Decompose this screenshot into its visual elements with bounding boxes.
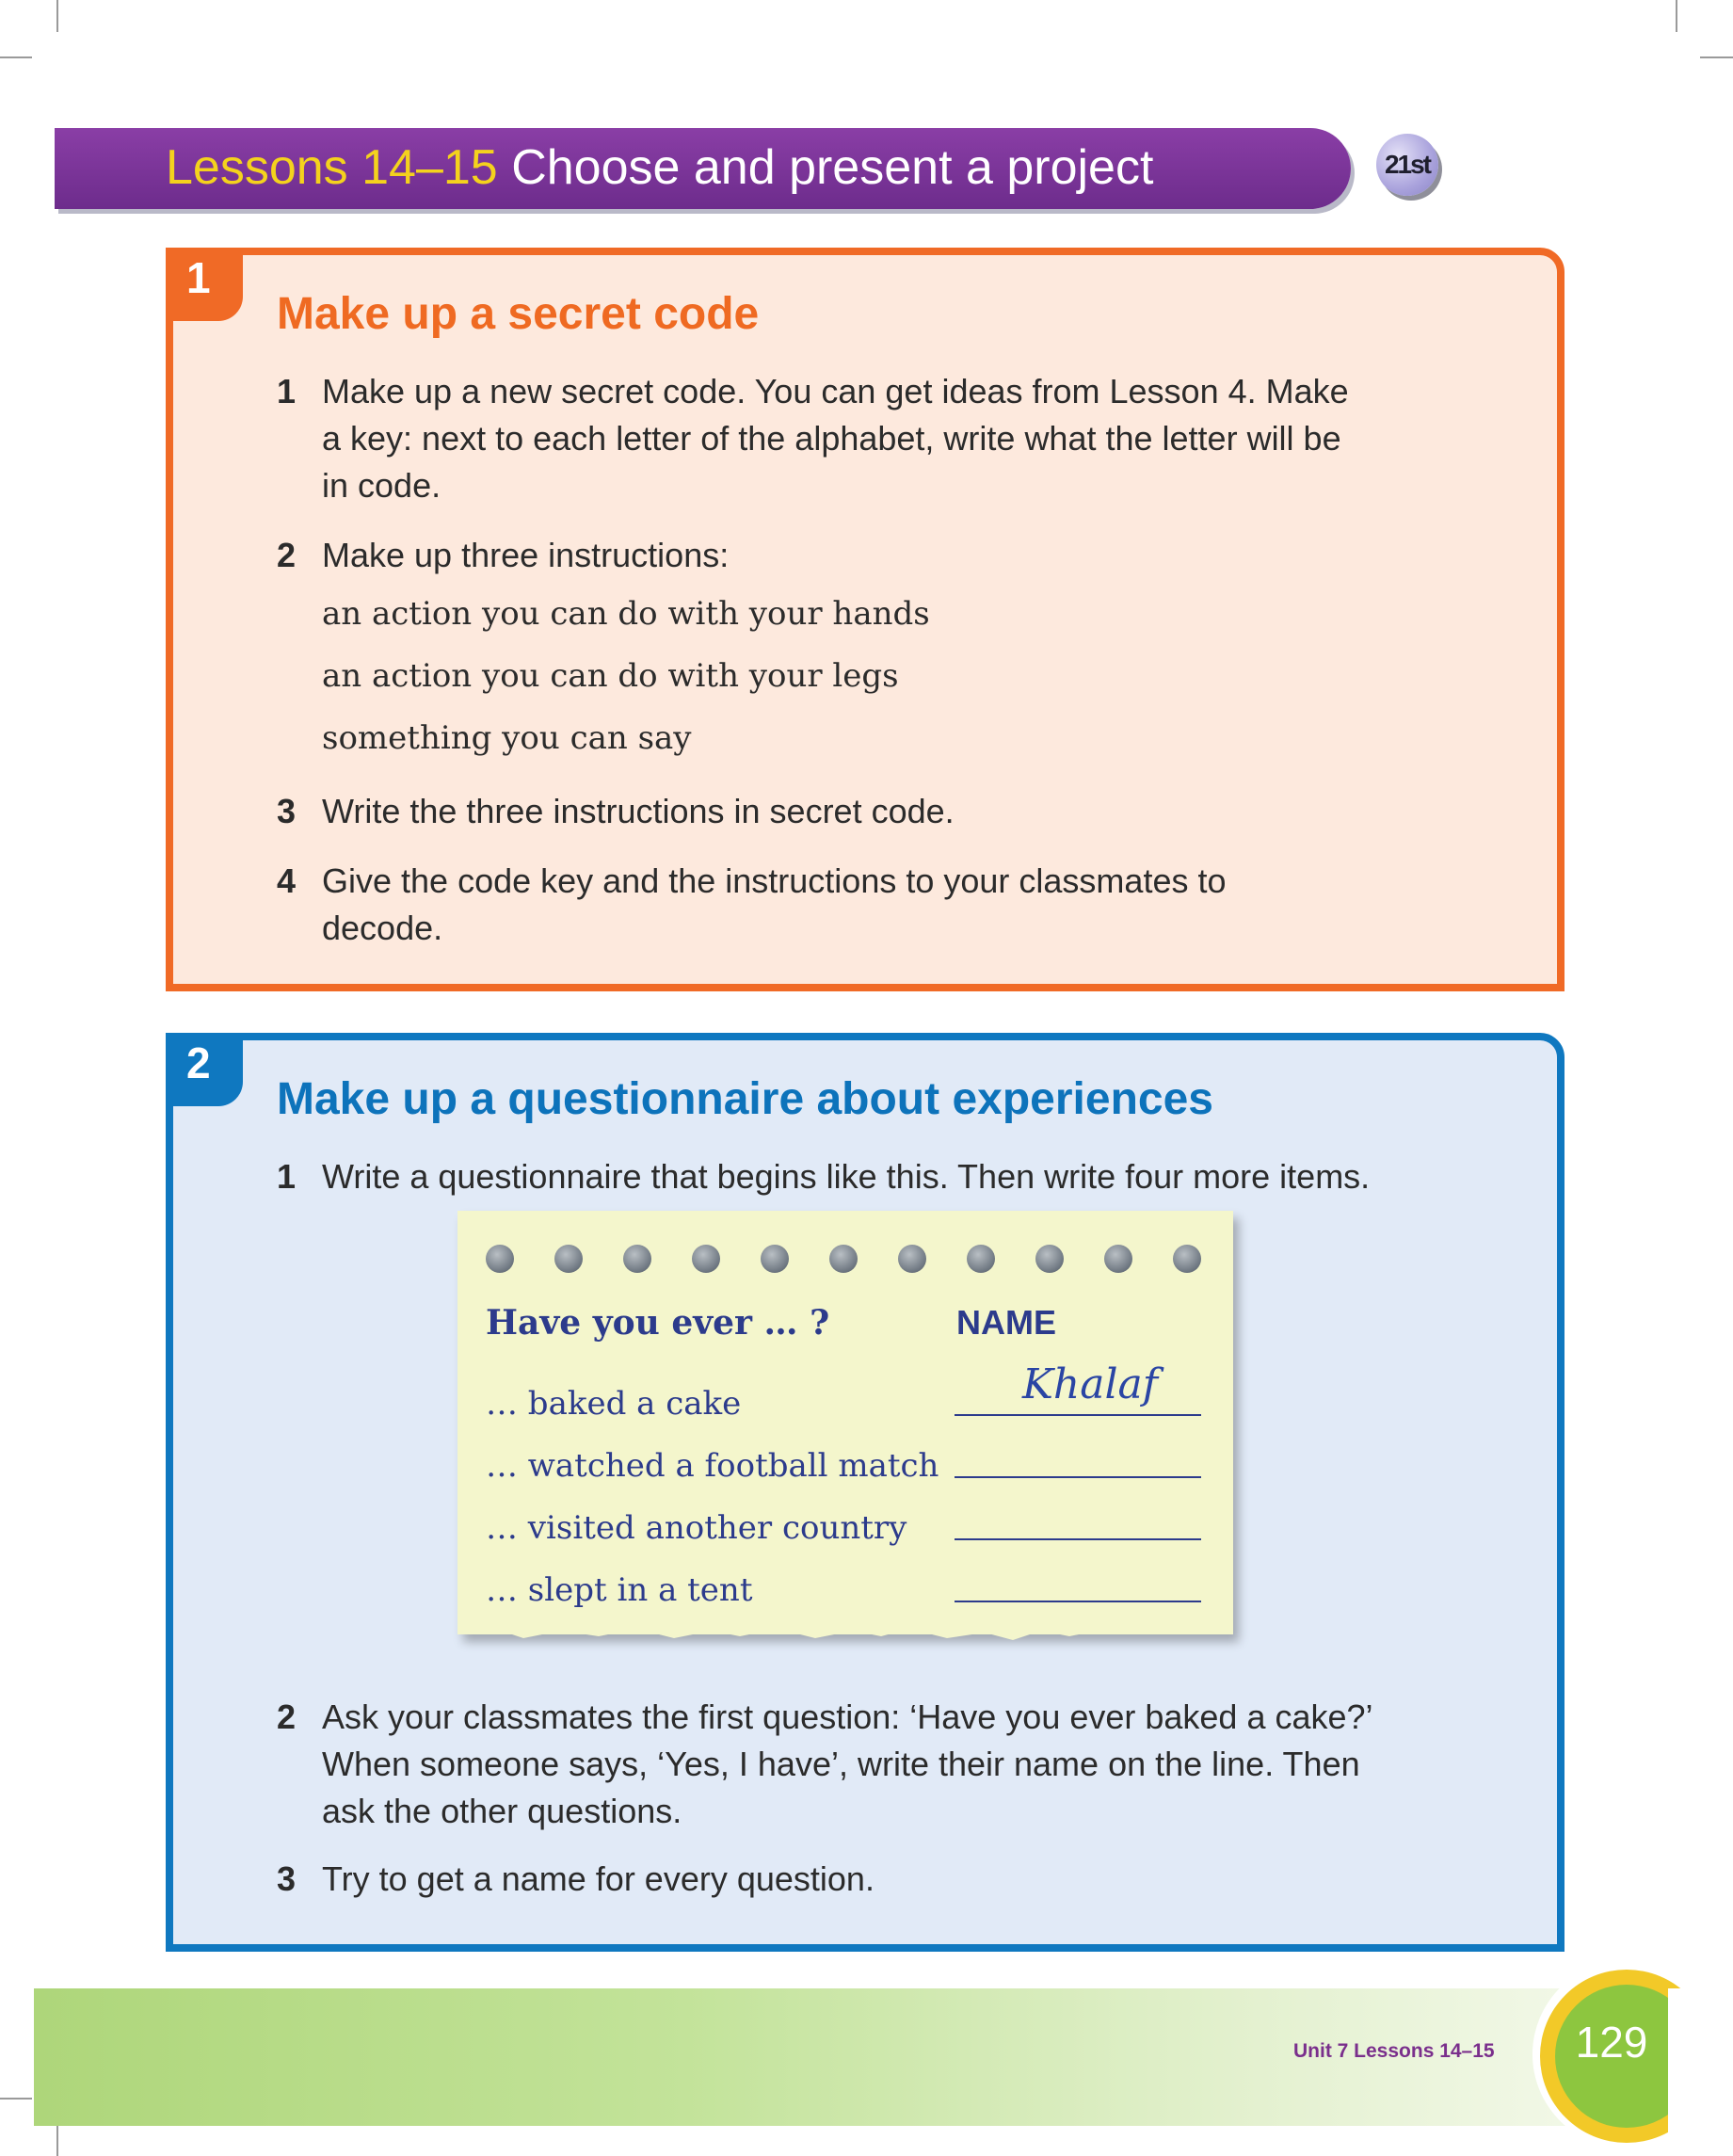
binder-hole-icon — [1173, 1245, 1201, 1273]
questionnaire-note — [457, 1211, 1233, 1634]
footer-unit-label: Unit 7 Lessons 14–15 — [1293, 2040, 1495, 2062]
binder-hole-icon — [486, 1245, 514, 1273]
binder-hole-icon — [761, 1245, 789, 1273]
section-title: Make up a secret code — [277, 289, 760, 339]
step-text: Try to get a name for every question. — [322, 1859, 875, 1898]
crop-mark — [1700, 56, 1733, 58]
21st-century-skills-icon — [1376, 134, 1438, 196]
question-item: … baked a cake — [486, 1385, 742, 1423]
question-item: … visited another country — [486, 1509, 907, 1547]
binder-hole-icon — [1035, 1245, 1064, 1273]
name-line — [955, 1476, 1201, 1478]
lesson-title: Choose and present a project — [511, 140, 1154, 195]
step-text: Give the code key and the instructions to your classmates to decode. — [322, 861, 1227, 947]
binder-hole-icon — [829, 1245, 858, 1273]
section-title: Make up a questionnaire about experiences — [277, 1074, 1213, 1124]
section-number: 1 — [166, 248, 243, 321]
step-number: 4 — [277, 861, 297, 900]
step-number: 2 — [277, 536, 297, 574]
page-title — [166, 136, 1153, 200]
binder-hole-icon — [1104, 1245, 1132, 1273]
question-item: … watched a football match — [486, 1447, 939, 1485]
step-text: Write the three instructions in secret code. — [322, 792, 955, 830]
crop-mark — [0, 56, 32, 58]
step-text: Write a questionnaire that begins like this. Then write four more items. — [322, 1157, 1371, 1196]
crop-mark — [56, 0, 58, 32]
binder-hole-icon — [898, 1245, 926, 1273]
step-text: Ask your classmates the first question: ‘Have you ever baked a cake?’ When someone says, ‘Yes, I have’, write their name on the line. Then ask the other questions. — [322, 1697, 1372, 1830]
binder-hole-icon — [967, 1245, 995, 1273]
name-column-header: NAME — [956, 1303, 1056, 1342]
page-number: 129 — [1575, 2018, 1648, 2067]
step-number: 3 — [277, 792, 297, 830]
crop-mark — [0, 2098, 32, 2100]
step-text: Make up three instructions: — [322, 536, 730, 574]
project-panel-secret-code — [166, 248, 1565, 991]
question-column-header: Have you ever … ? — [486, 1303, 830, 1343]
binder-hole-icon — [692, 1245, 720, 1273]
step-number: 1 — [277, 372, 297, 410]
question-item: … slept in a tent — [486, 1571, 753, 1609]
step-number: 2 — [277, 1697, 297, 1736]
footer-margin — [1668, 1988, 1733, 2156]
badge-label: 21st — [1384, 150, 1431, 179]
lesson-banner — [55, 128, 1351, 209]
step-number: 1 — [277, 1157, 297, 1196]
handwritten-name: Khalaf — [1022, 1360, 1159, 1408]
name-line — [955, 1601, 1201, 1602]
step-text: Make up a new secret code. You can get ideas from Lesson 4. Make a key: next to each letter of the alphabet, write what the letter will be in code. — [322, 372, 1349, 505]
name-line — [955, 1414, 1201, 1416]
binder-hole-icon — [623, 1245, 651, 1273]
instruction-item: an action you can do with your legs — [322, 657, 899, 695]
section-number: 2 — [166, 1033, 243, 1106]
name-line — [955, 1538, 1201, 1540]
torn-edge — [457, 1616, 1233, 1653]
instruction-item: something you can say — [322, 719, 692, 757]
instruction-item: an action you can do with your hands — [322, 595, 930, 633]
binder-hole-icon — [554, 1245, 583, 1273]
crop-mark — [56, 2124, 58, 2156]
crop-mark — [1676, 0, 1677, 32]
lesson-range: Lessons 14–15 — [166, 140, 498, 195]
step-number: 3 — [277, 1859, 297, 1898]
